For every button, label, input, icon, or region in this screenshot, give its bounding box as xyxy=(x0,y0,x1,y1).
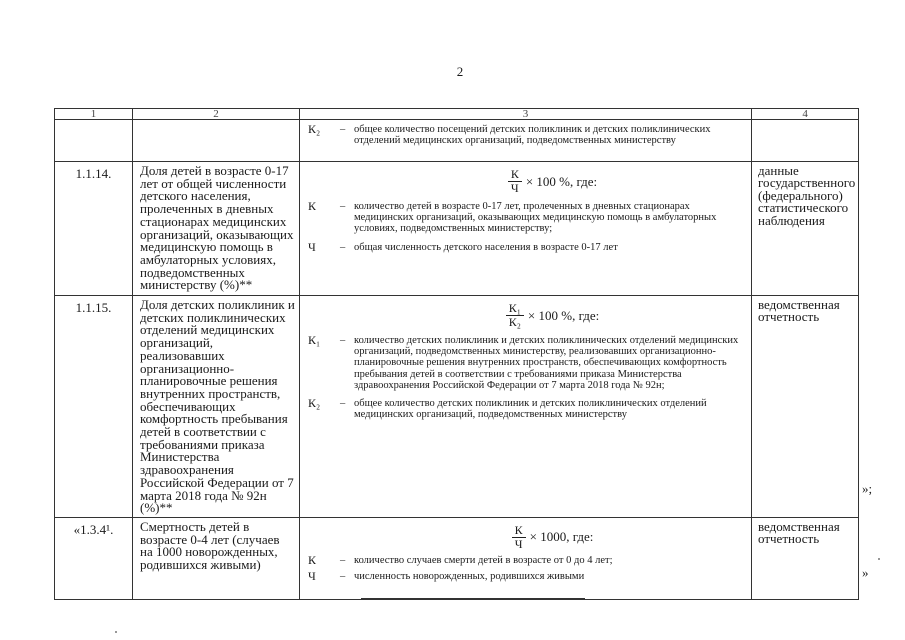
formula: $\frac{\text{К₁}}{\text{К₂}}$ × 100 %, где: xyxy=(360,302,745,329)
definition-item: К – количество случаев смерти детей в возрасте от 0 до 4 лет; xyxy=(308,555,745,566)
formula-cell xyxy=(300,162,752,296)
closing-quote-mark: »; xyxy=(862,481,873,496)
code-cell xyxy=(55,120,133,162)
closing-quote-mark: » xyxy=(862,565,869,580)
indicator-name: Смертность детей в возрасте 0-4 лет (случаев на 1000 новорожденных, родившихся живыми) xyxy=(133,517,300,599)
column-header-2: 2 xyxy=(133,109,300,120)
table-row-continuation xyxy=(55,120,859,162)
definition-text: численность новорожденных, родившихся живыми xyxy=(354,571,585,583)
scan-speck xyxy=(115,631,117,633)
definition-text: количество детских поликлиник и детских поликлинических отделений медицинских организаций, подведомственных министерству, реализовавших организационно-планировочные решения внутренних пространств, обеспечивающих комфортность пребывания детей в соответствии с требованиями приказа Министерства здравоохранения Российской Федерации от 7 марта 2018 года № 92н; xyxy=(354,335,739,391)
name-cell xyxy=(133,120,300,162)
indicators-table xyxy=(54,108,859,600)
definition-text: количество детей в возрасте 0-17 лет, пролеченных в дневных стационарах медицинских организаций, оказывающих медицинскую помощь в амбулаторных условиях, подведомственных министерству; xyxy=(354,201,717,235)
formula-cell xyxy=(300,517,752,599)
definition-symbol: Ч xyxy=(308,569,316,584)
table-header-row xyxy=(55,109,859,120)
definition-symbol: К xyxy=(308,199,317,213)
table-row-1-3-4 xyxy=(55,517,859,599)
page-number: 2 xyxy=(456,64,464,79)
definition-item: К₂ – общее количество детских поликлиник и детских поликлинических отделений медицинских организаций, подведомственных министерству xyxy=(308,398,745,420)
table-row-1-1-15 xyxy=(55,296,859,518)
source-cell xyxy=(752,120,859,162)
column-header-1: 1 xyxy=(55,109,133,120)
indicator-name: Доля детей в возрасте 0-17 лет от общей численности детского населения, пролеченных в дневных стационарах медицинских организаций, оказывающих медицинскую помощь в амбулаторных условиях, подведомственных министерству (%)** xyxy=(133,162,300,296)
data-source: данные государственного (федерального) статистического наблюдения xyxy=(752,162,859,296)
definition-text: общая численность детского населения в возрасте 0-17 лет xyxy=(354,241,618,253)
definition-item: К₂ – общее количество посещений детских поликлиник и детских поликлинических отделений медицинских организаций, подведомственных министерству xyxy=(308,124,745,146)
formula: $\frac{К}{Ч}$ × 100 %, где: xyxy=(360,168,745,195)
data-source: ведомственная отчетность xyxy=(752,517,859,599)
fraction: $\frac{\text{К₁}}{\text{К₂}}$ xyxy=(506,302,524,329)
column-header-4: 4 xyxy=(752,109,859,120)
column-header-3: 3 xyxy=(300,109,752,120)
formula-cell xyxy=(300,296,752,518)
definition-symbol: Ч xyxy=(308,239,316,254)
definition-symbol: К xyxy=(308,552,317,567)
indicator-code: 1.1.15. xyxy=(55,296,133,518)
table-row-1-1-14 xyxy=(55,162,859,296)
definition-text: общее количество детских поликлиник и детских поликлинических отделений медицинских организаций, подведомственных министерству xyxy=(354,398,707,421)
definition-symbol: К₂ xyxy=(308,122,321,136)
definition-item: К – количество детей в возрасте 0-17 лет, пролеченных в дневных стационарах медицинских организаций, оказывающих медицинскую помощь в амбулаторных условиях, подведомственных министерству; xyxy=(308,201,745,235)
formula-cell xyxy=(300,120,752,162)
fraction: $\frac{К}{Ч}$ xyxy=(508,168,522,195)
footnote-separator xyxy=(361,598,585,599)
formula: $\frac{К}{Ч}$ × 1000, где: xyxy=(360,524,745,551)
fraction: $\frac{К}{Ч}$ xyxy=(512,524,526,551)
definition-symbol: К₁ xyxy=(308,333,321,347)
definition-text: количество случаев смерти детей в возрасте от 0 до 4 лет; xyxy=(354,554,613,566)
indicator-code: «1.3.4¹. xyxy=(55,517,133,599)
definition-item: Ч – общая численность детского населения в возрасте 0-17 лет xyxy=(308,242,745,253)
scan-speck xyxy=(878,558,880,560)
definition-item: К₁ – количество детских поликлиник и детских поликлинических отделений медицинских организаций, подведомственных министерству, реализовавших организационно-планировочные решения внутренних пространств, обеспечивающих комфортность пребывания детей в соответствии с требованиями приказа Министерства здравоохранения Российской Федерации от 7 марта 2018 года № 92н; xyxy=(308,335,745,391)
indicator-name: Доля детских поликлиник и детских поликлинических отделений медицинских организаций, реализовавших организационно-планировочные решения внутренних пространств, обеспечивающих комфортность пребывания детей в соответствии с требованиями приказа Министерства здравоохранения Российской Федерации от 7 марта 2018 года № 92н (%)** xyxy=(133,296,300,518)
definition-item: Ч – численность новорожденных, родившихся живыми xyxy=(308,571,745,582)
definition-symbol: К₂ xyxy=(308,396,321,411)
definition-text: общее количество посещений детских поликлиник и детских поликлинических отделений медицинских организаций, подведомственных министерству xyxy=(354,124,711,147)
indicator-code: 1.1.14. xyxy=(55,162,133,296)
data-source: ведомственная отчетность xyxy=(752,296,859,518)
